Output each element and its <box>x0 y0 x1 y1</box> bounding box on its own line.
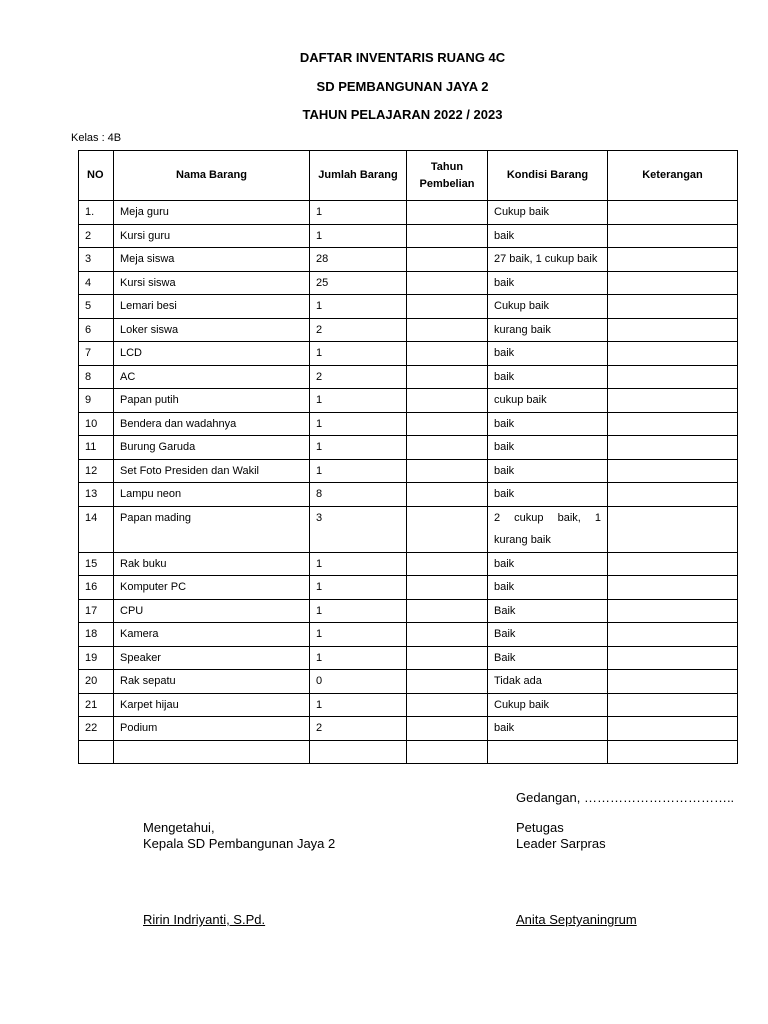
cell-tahun <box>407 224 488 248</box>
cell-nama: Papan putih <box>114 389 310 413</box>
cell-jumlah: 1 <box>310 389 407 413</box>
cell-keterangan <box>608 342 738 366</box>
cell-no: 15 <box>79 552 114 576</box>
table-row <box>79 271 738 295</box>
table-row <box>79 623 738 647</box>
class-label: Kelas : 4B <box>71 132 122 144</box>
cell-tahun <box>407 412 488 436</box>
cell-nama: Rak buku <box>114 552 310 576</box>
cell-nama: Podium <box>114 717 310 741</box>
cell-no: 12 <box>79 459 114 483</box>
cell-no: 10 <box>79 412 114 436</box>
cell-no: 21 <box>79 693 114 717</box>
cell-nama: Bendera dan wadahnya <box>114 412 310 436</box>
place-date: Gedangan, …………………………….. <box>516 790 735 805</box>
cell-no: 5 <box>79 295 114 319</box>
document-title: DAFTAR INVENTARIS RUANG 4C <box>299 50 506 65</box>
cell-tahun <box>407 248 488 272</box>
table-row <box>79 576 738 600</box>
cell-keterangan <box>608 436 738 460</box>
table-row <box>79 436 738 460</box>
header-kondisi-barang: Kondisi Barang <box>488 151 608 201</box>
header-no: NO <box>79 151 114 201</box>
cell-keterangan <box>608 599 738 623</box>
cell-tahun <box>407 717 488 741</box>
table-row <box>79 412 738 436</box>
cell-nama: Speaker <box>114 646 310 670</box>
cell-jumlah: 1 <box>310 646 407 670</box>
cell-tahun <box>407 295 488 319</box>
left-signatory-line1: Mengetahui, <box>143 820 215 835</box>
cell-tahun <box>407 693 488 717</box>
cell-kondisi: Cukup baik <box>488 295 608 319</box>
cell-tahun <box>407 599 488 623</box>
cell-no: 19 <box>79 646 114 670</box>
table-row <box>79 365 738 389</box>
table-row <box>79 459 738 483</box>
cell-no: 4 <box>79 271 114 295</box>
cell-tahun <box>407 576 488 600</box>
cell-nama: AC <box>114 365 310 389</box>
table-row <box>79 389 738 413</box>
cell-jumlah: 1 <box>310 623 407 647</box>
cell-tahun <box>407 436 488 460</box>
cell-keterangan <box>608 271 738 295</box>
cell-keterangan <box>608 576 738 600</box>
cell-nama: Lemari besi <box>114 295 310 319</box>
cell-tahun <box>407 552 488 576</box>
cell-kondisi: 27 baik, 1 cukup baik <box>488 248 608 272</box>
cell-jumlah: 1 <box>310 412 407 436</box>
inventory-table-body <box>79 201 738 764</box>
cell-jumlah: 1 <box>310 295 407 319</box>
right-signatory-role <box>516 820 606 852</box>
cell-keterangan <box>608 318 738 342</box>
cell-keterangan <box>608 365 738 389</box>
cell-keterangan <box>608 201 738 225</box>
cell-keterangan <box>608 295 738 319</box>
cell-no: 11 <box>79 436 114 460</box>
cell-tahun <box>407 318 488 342</box>
cell-jumlah: 3 <box>310 506 407 552</box>
cell-tahun <box>407 459 488 483</box>
table-row <box>79 646 738 670</box>
table-row <box>79 342 738 366</box>
cell-nama: Kursi guru <box>114 224 310 248</box>
cell-tahun <box>407 670 488 694</box>
cell-no: 6 <box>79 318 114 342</box>
cell-nama: Loker siswa <box>114 318 310 342</box>
cell-jumlah: 2 <box>310 717 407 741</box>
left-signatory-role <box>143 820 335 852</box>
cell-keterangan <box>608 506 738 552</box>
cell-no: 16 <box>79 576 114 600</box>
cell-jumlah: 1 <box>310 599 407 623</box>
cell-keterangan <box>608 248 738 272</box>
cell-nama: Kursi siswa <box>114 271 310 295</box>
cell-nama: Meja siswa <box>114 248 310 272</box>
cell-keterangan <box>608 717 738 741</box>
cell-keterangan <box>608 412 738 436</box>
cell-kondisi: baik <box>488 224 608 248</box>
school-name: SD PEMBANGUNAN JAYA 2 <box>316 79 489 94</box>
cell-kondisi: baik <box>488 576 608 600</box>
cell-nama: Rak sepatu <box>114 670 310 694</box>
cell-kondisi: Cukup baik <box>488 693 608 717</box>
table-row <box>79 224 738 248</box>
cell-jumlah: 1 <box>310 459 407 483</box>
right-signatory-line1: Petugas <box>516 820 564 835</box>
cell-keterangan <box>608 552 738 576</box>
cell-jumlah: 28 <box>310 248 407 272</box>
academic-year: TAHUN PELAJARAN 2022 / 2023 <box>302 107 503 122</box>
cell-no: 17 <box>79 599 114 623</box>
header-tahun-pembelian: Tahun Pembelian <box>407 151 488 201</box>
cell-keterangan <box>608 670 738 694</box>
cell-kondisi: baik <box>488 412 608 436</box>
cell-no: 1. <box>79 201 114 225</box>
cell-jumlah: 1 <box>310 342 407 366</box>
cell-keterangan <box>608 646 738 670</box>
cell-nama: Komputer PC <box>114 576 310 600</box>
cell-jumlah <box>310 740 407 763</box>
cell-jumlah: 1 <box>310 693 407 717</box>
cell-kondisi: baik <box>488 436 608 460</box>
cell-tahun <box>407 623 488 647</box>
cell-no: 3 <box>79 248 114 272</box>
cell-jumlah: 1 <box>310 201 407 225</box>
inventory-table <box>78 150 738 764</box>
cell-nama: CPU <box>114 599 310 623</box>
cell-kondisi <box>488 740 608 763</box>
cell-tahun <box>407 483 488 507</box>
table-row <box>79 318 738 342</box>
header-jumlah-barang: Jumlah Barang <box>310 151 407 201</box>
table-row <box>79 248 738 272</box>
cell-no: 9 <box>79 389 114 413</box>
cell-jumlah: 2 <box>310 318 407 342</box>
cell-nama: Burung Garuda <box>114 436 310 460</box>
cell-keterangan <box>608 224 738 248</box>
table-row <box>79 717 738 741</box>
cell-tahun <box>407 646 488 670</box>
table-row <box>79 599 738 623</box>
cell-keterangan <box>608 740 738 763</box>
cell-kondisi: baik <box>488 365 608 389</box>
cell-keterangan <box>608 693 738 717</box>
cell-kondisi: Tidak ada <box>488 670 608 694</box>
cell-no: 7 <box>79 342 114 366</box>
cell-keterangan <box>608 389 738 413</box>
cell-tahun <box>407 506 488 552</box>
cell-tahun <box>407 342 488 366</box>
cell-jumlah: 1 <box>310 436 407 460</box>
cell-keterangan <box>608 483 738 507</box>
cell-kondisi: 2 cukup baik, 1 kurang baik <box>488 506 608 552</box>
table-row <box>79 693 738 717</box>
cell-jumlah: 8 <box>310 483 407 507</box>
cell-kondisi: Baik <box>488 599 608 623</box>
cell-keterangan <box>608 623 738 647</box>
cell-nama: Set Foto Presiden dan Wakil <box>114 459 310 483</box>
cell-kondisi: baik <box>488 552 608 576</box>
cell-tahun <box>407 740 488 763</box>
cell-tahun <box>407 271 488 295</box>
cell-kondisi: cukup baik <box>488 389 608 413</box>
cell-nama: Meja guru <box>114 201 310 225</box>
cell-kondisi: baik <box>488 459 608 483</box>
table-row <box>79 740 738 763</box>
cell-jumlah: 2 <box>310 365 407 389</box>
header-keterangan: Keterangan <box>608 151 738 201</box>
cell-nama <box>114 740 310 763</box>
cell-kondisi: Baik <box>488 646 608 670</box>
cell-no: 18 <box>79 623 114 647</box>
right-signatory-name: Anita Septyaningrum <box>516 912 637 927</box>
cell-jumlah: 0 <box>310 670 407 694</box>
cell-kondisi: kurang baik <box>488 318 608 342</box>
cell-no: 8 <box>79 365 114 389</box>
cell-kondisi: baik <box>488 342 608 366</box>
right-signatory-line2: Leader Sarpras <box>516 836 606 851</box>
cell-no: 14 <box>79 506 114 552</box>
cell-no: 22 <box>79 717 114 741</box>
cell-kondisi: Baik <box>488 623 608 647</box>
cell-kondisi: baik <box>488 717 608 741</box>
cell-tahun <box>407 389 488 413</box>
cell-jumlah: 1 <box>310 576 407 600</box>
table-row <box>79 295 738 319</box>
cell-keterangan <box>608 459 738 483</box>
left-signatory-name: Ririn Indriyanti, S.Pd. <box>143 912 266 927</box>
cell-jumlah: 1 <box>310 224 407 248</box>
table-row <box>79 552 738 576</box>
cell-tahun <box>407 201 488 225</box>
cell-no: 13 <box>79 483 114 507</box>
cell-nama: Karpet hijau <box>114 693 310 717</box>
cell-nama: LCD <box>114 342 310 366</box>
cell-no: 2 <box>79 224 114 248</box>
cell-jumlah: 1 <box>310 552 407 576</box>
cell-no <box>79 740 114 763</box>
cell-kondisi: baik <box>488 483 608 507</box>
table-row <box>79 670 738 694</box>
cell-kondisi: Cukup baik <box>488 201 608 225</box>
table-row <box>79 506 738 552</box>
table-row <box>79 201 738 225</box>
cell-no: 20 <box>79 670 114 694</box>
cell-kondisi: baik <box>488 271 608 295</box>
table-row <box>79 483 738 507</box>
cell-tahun <box>407 365 488 389</box>
header-nama-barang: Nama Barang <box>114 151 310 201</box>
cell-nama: Lampu neon <box>114 483 310 507</box>
cell-jumlah: 25 <box>310 271 407 295</box>
cell-nama: Kamera <box>114 623 310 647</box>
table-header-row <box>79 151 738 201</box>
cell-nama: Papan mading <box>114 506 310 552</box>
left-signatory-line2: Kepala SD Pembangunan Jaya 2 <box>143 836 336 851</box>
